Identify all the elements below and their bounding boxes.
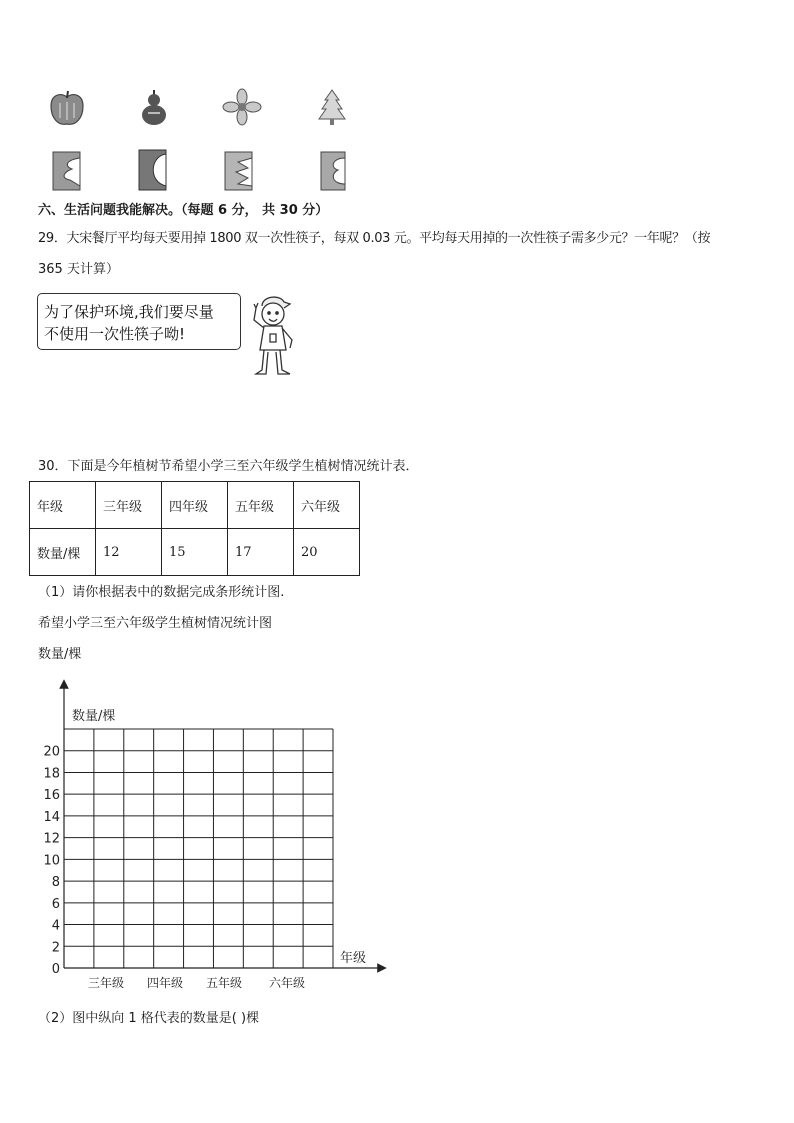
half-shape-3-icon [222,150,254,192]
table-header-cell: 六年级 [294,482,360,529]
y-tick-label: 16 [43,788,60,804]
y-tick-label: 12 [43,831,60,847]
half-shape-2-icon [136,148,168,192]
y-tick-label: 10 [43,853,60,869]
y-tick-label: 2 [51,940,60,956]
gourd-icon [138,86,170,128]
table-header-cell: 五年级 [228,482,294,529]
bubble-line-1: 为了保护环境,我们要尽量 [44,303,214,321]
question-29-line-1: 29．大宋餐厅平均每天要用掉 1800 双一次性筷子，每双 0.03 元。平均每天用掉的一次性筷子需多少元？一年呢？（按 [38,231,711,246]
speech-bubble [37,293,241,350]
chart-unit-label: 数量/棵 [38,647,82,662]
y-tick-label: 4 [51,918,60,934]
y-tick-label: 20 [43,744,60,760]
y-tick-label: 18 [43,766,60,782]
half-shape-1-icon [50,150,82,192]
y-tick-label: 6 [51,896,60,912]
pine-tree-icon [316,88,348,126]
table-row [30,529,360,576]
table-cell: 17 [228,529,294,576]
x-axis-title: 年级 [340,951,367,966]
bubble-line-2: 不使用一次性筷子呦! [44,325,186,343]
section-title: 六、生活问题我能解决。（每题 6 分， 共 30 分） [38,203,329,218]
y-tick-label: 8 [51,875,60,891]
flower-icon [222,88,262,126]
x-category-label: 三年级 [87,976,125,990]
x-category-label: 六年级 [268,976,306,990]
statistics-table [29,481,360,576]
bar-chart-grid [0,670,400,1000]
y-tick-label: 14 [43,809,60,825]
y-tick-label: 0 [51,962,60,977]
question-30-intro: 30．下面是今年植树节希望小学三至六年级学生植树情况统计表． [38,459,419,474]
sub-question-1: （1）请你根据表中的数据完成条形统计图. [38,585,285,600]
x-category-label: 五年级 [205,976,243,990]
chart-title: 希望小学三至六年级学生植树情况统计图 [38,616,273,631]
question-29-line-2: 365 天计算） [38,262,119,277]
boy-illustration-icon [244,292,302,380]
table-cell: 15 [162,529,228,576]
table-row-label: 数量/棵 [30,529,96,576]
table-cell: 20 [294,529,360,576]
apple-icon [48,88,86,128]
y-axis-title: 数量/棵 [72,709,116,724]
sub-question-2: （2）图中纵向 1 格代表的数量是( )棵 [38,1011,260,1026]
table-cell: 12 [96,529,162,576]
table-header-cell: 三年级 [96,482,162,529]
half-shape-4-icon [318,150,348,192]
table-row [30,482,360,529]
x-category-label: 四年级 [146,976,184,990]
table-header-cell: 年级 [30,482,96,529]
table-header-cell: 四年级 [162,482,228,529]
